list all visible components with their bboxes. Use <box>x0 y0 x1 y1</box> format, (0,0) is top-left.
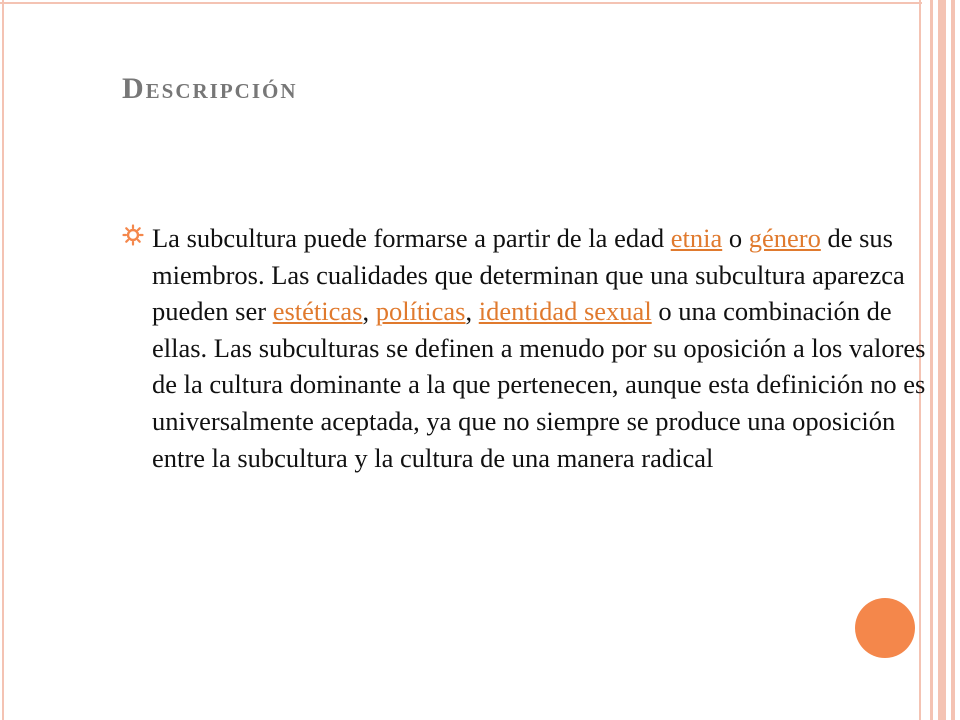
link-politicas[interactable]: políticas <box>375 296 466 327</box>
right-frame-band <box>938 0 946 720</box>
link-genero[interactable]: género <box>748 223 821 253</box>
paragraph-text: , <box>362 296 376 327</box>
link-esteticas[interactable]: estéticas <box>272 296 363 327</box>
paragraph-text: La subcultura puede formarse a partir de la edad <box>152 223 671 253</box>
paragraph-text: o una combinación de ellas. Las subculturas se definen a menudo por su oposición a los valores de la cultura dominante a la que pertenecen, aunque esta definición no es universalmente aceptada, ya que no siempre se produce una oposición entre la subcultura y la cultura de una manera radical <box>152 296 926 473</box>
paragraph-text: de sus miembros. Las cualidades que determinan que una subcultura aparezca pueden ser <box>152 223 905 327</box>
right-frame-band <box>951 0 955 720</box>
body-paragraph <box>152 220 932 476</box>
link-etnia[interactable]: etnia <box>670 223 723 253</box>
paragraph-text: o <box>722 223 749 253</box>
link-identidad-sexual[interactable]: identidad sexual <box>478 296 652 327</box>
top-frame-line <box>0 2 922 4</box>
sun-bullet-icon <box>122 224 144 246</box>
decorative-circle <box>855 598 915 658</box>
paragraph-text: , <box>465 296 479 327</box>
left-frame-line <box>2 0 4 720</box>
slide-title: Descripción <box>122 72 298 105</box>
